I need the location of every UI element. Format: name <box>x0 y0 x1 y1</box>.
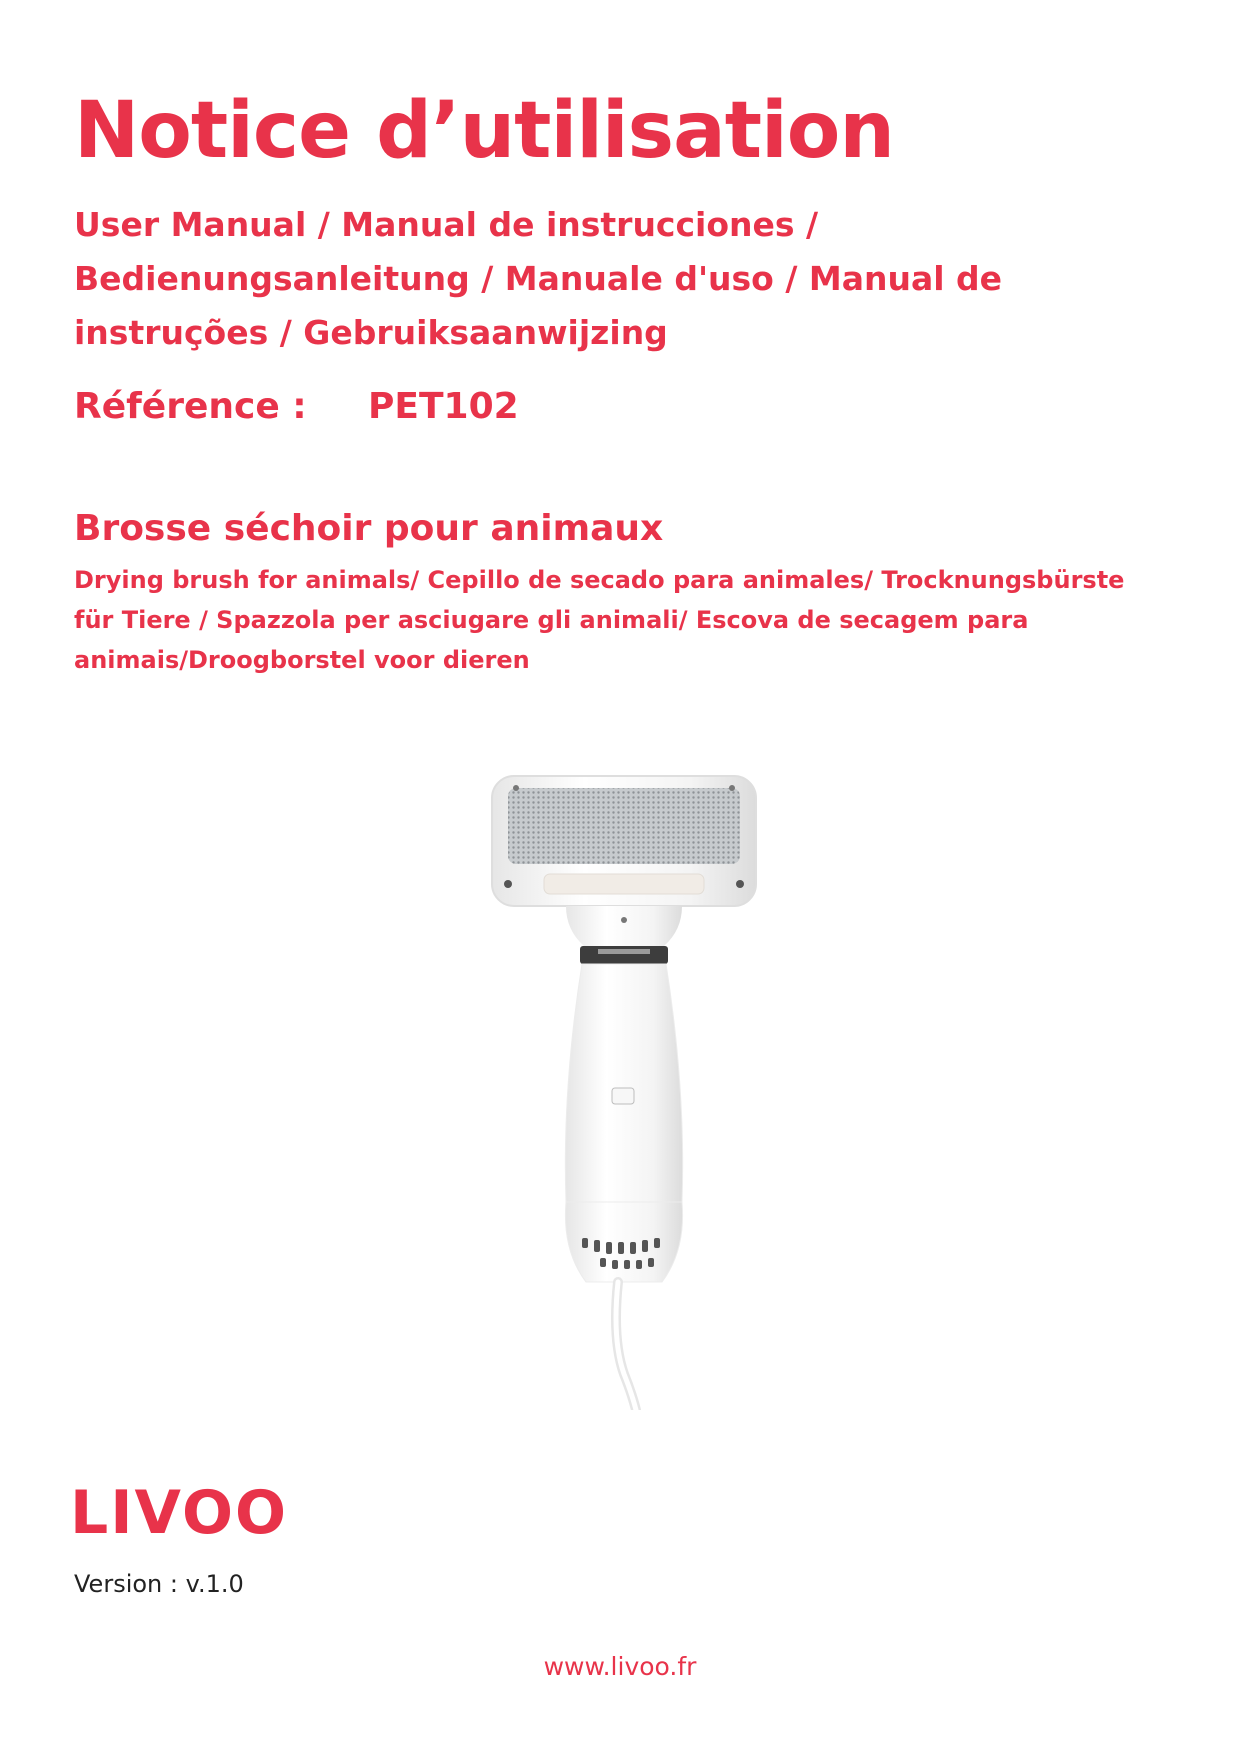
product-name: Brosse séchoir pour animaux <box>74 508 664 549</box>
product-name-translations: Drying brush for animals/ Cepillo de secado para animales/ Trocknungsbürste für Tiere / Spazzola per asciugare gli animali/ Escova de secagem para animais/Droogborstel voor dieren <box>74 566 1125 674</box>
reference-value: PET102 <box>368 386 519 427</box>
livoo-logo: LIVOO <box>70 1478 288 1548</box>
website-link[interactable]: www.livoo.fr <box>543 1652 697 1681</box>
product-image <box>486 770 762 1410</box>
manual-translations: User Manual / Manual de instrucciones / Bedienungsanleitung / Manuale d'uso / Manual de instruções / Gebruiksaanwijzing <box>74 205 1003 352</box>
version-label: Version : v.1.0 <box>74 1570 244 1598</box>
page-title: Notice d’utilisation <box>74 86 894 176</box>
reference-label: Référence : <box>74 386 307 427</box>
